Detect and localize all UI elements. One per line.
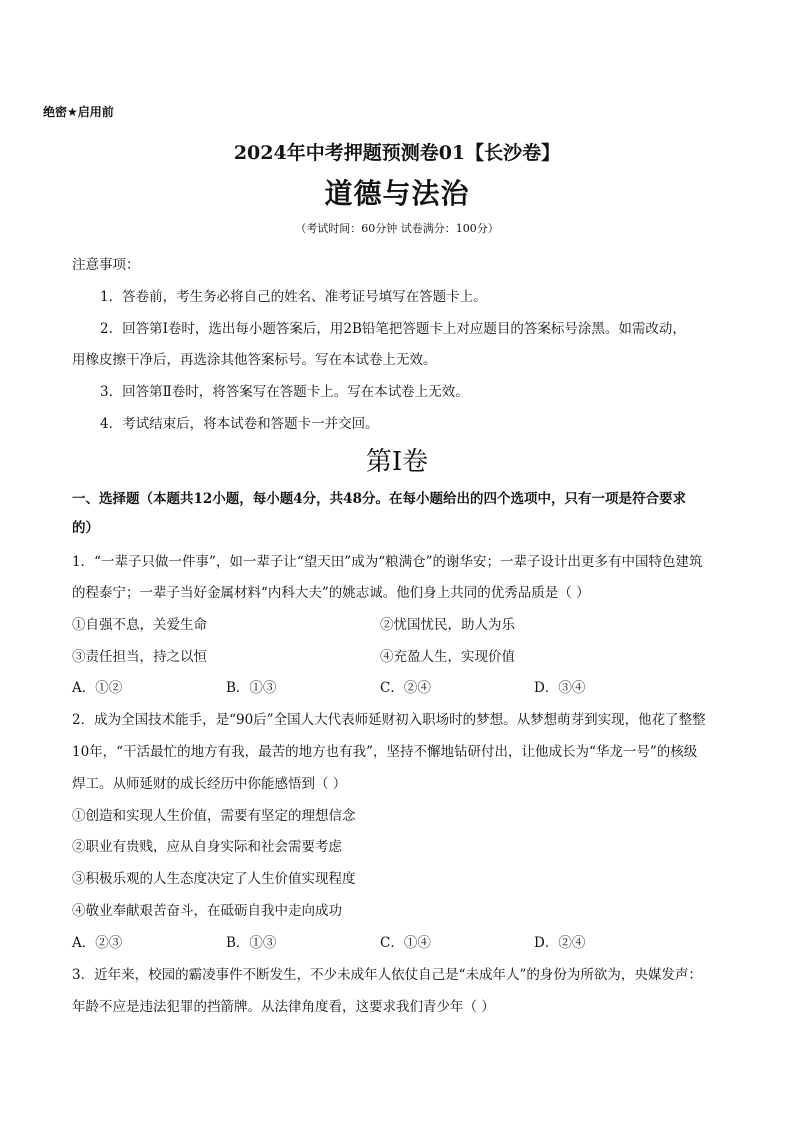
section-title: 第Ⅰ卷 [365,447,429,477]
answer-choice-c: C．②④ [380,680,431,696]
statement: ④敬业奉献艰苦奋斗，在砥砺自我中走向成功 [72,903,342,919]
exam-subject: 道德与法治 [324,177,470,210]
answer-choice-a: A．①② [72,680,123,696]
question-stem: 的程泰宁；一辈子当好金属材料“内科大夫”的姚志诚。他们身上共同的优秀品质是（ ） [72,585,590,601]
question-stem: 10年，“干活最忙的地方有我，最苦的地方也有我”，坚持不懈地钻研付出，让他成长为“华龙一号”的核级 [72,744,698,760]
statement: ①自强不息，关爱生命 [72,617,207,633]
note-item: 1．答卷前，考生务必将自己的姓名、准考证号填写在答题卡上。 [100,289,487,305]
statement: ②职业有贵贱，应从自身实际和社会需要考虑 [72,839,342,855]
question-stem: 1．“一辈子只做一件事”，如一辈子让“望天田”成为“粮满仓”的谢华安；一辈子设计出更多有中国特色建筑 [72,554,703,570]
confidential-mark: 绝密★启用前 [43,105,114,119]
section-instruction: 一、选择题（本题共12小题，每小题4分，共48分。在每小题给出的四个选项中，只有一项是符合要求 [72,491,686,507]
note-item: 3．回答第Ⅱ卷时，将答案写在答题卡上。写在本试卷上无效。 [100,384,469,400]
question-stem: 年龄不应是违法犯罪的挡箭牌。从法律角度看，这要求我们青少年（ ） [72,999,495,1015]
statement: ①创造和实现人生价值，需要有坚定的理想信念 [72,808,356,824]
notes-heading: 注意事项： [72,257,140,273]
exam-time-info: （考试时间：60分钟 试卷满分：100分） [295,222,499,235]
statement: ②忧国忧民，助人为乐 [380,617,515,633]
answer-choice-c: C．①④ [380,935,431,951]
note-item: 用橡皮擦干净后，再选涂其他答案标号。写在本试卷上无效。 [72,352,437,368]
note-item: 4．考试结束后，将本试卷和答题卡一并交回。 [100,416,379,432]
answer-choice-d: D．②④ [534,935,586,951]
question-stem: 2．成为全国技术能手，是“90后”全国人大代表师延财初入职场时的梦想。从梦想萌芽到实现，他花了整整 [72,712,706,728]
statement: ③责任担当，持之以恒 [72,649,207,665]
note-item: 2．回答第Ⅰ卷时，选出每小题答案后，用2B铅笔把答题卡上对应题目的答案标号涂黑。如需改动， [100,321,686,337]
question-stem: 3．近年来，校园的霸凌事件不断发生，不少未成年人依仗自己是“未成年人”的身份为所欲为，央媒发声： [72,967,702,983]
statement: ③积极乐观的人生态度决定了人生价值实现程度 [72,871,356,887]
answer-choice-d: D．③④ [534,680,586,696]
answer-choice-b: B．①③ [226,680,277,696]
question-stem: 焊工。从师延财的成长经历中你能感悟到（ ） [72,776,347,792]
section-instruction: 的） [72,520,99,536]
answer-choice-a: A．②③ [72,935,123,951]
answer-choice-b: B．①③ [226,935,277,951]
statement: ④充盈人生，实现价值 [380,649,515,665]
exam-title: 2024年中考押题预测卷01【长沙卷】 [233,142,561,164]
